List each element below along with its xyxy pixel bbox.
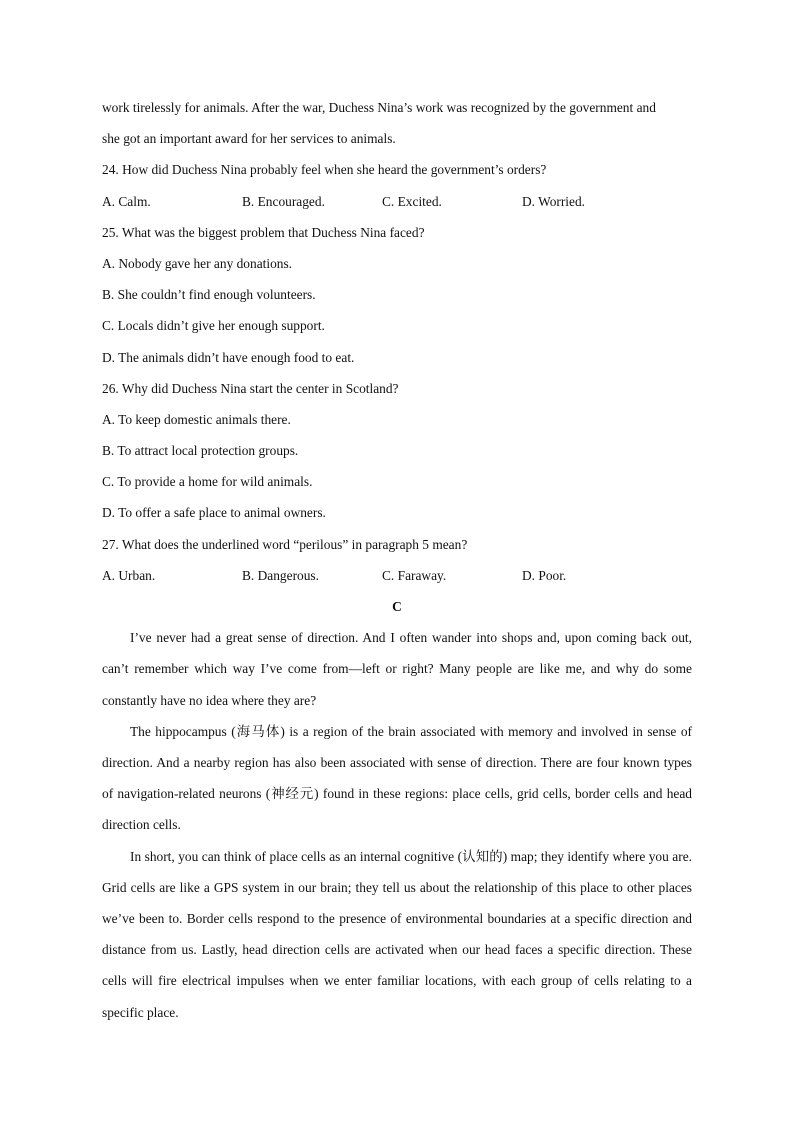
- question-27-option-c: C. Faraway.: [382, 567, 447, 583]
- question-24-option-b: B. Encouraged.: [242, 193, 325, 209]
- question-26-stem: 26. Why did Duchess Nina start the center in Scotland?: [102, 380, 399, 396]
- section-c-paragraph-1: I’ve never had a great sense of direction. And I often wander into shops and, upon coming back out, can’t remember which way I’ve come from—left or right? Many people are like me, and why do some constantly have no idea where they are?: [102, 630, 692, 708]
- question-25-option-d: D. The animals didn’t have enough food to eat.: [102, 349, 355, 365]
- question-24-option-a: A. Calm.: [102, 193, 151, 209]
- question-25-stem: 25. What was the biggest problem that Duchess Nina faced?: [102, 224, 425, 240]
- section-c-paragraph-2: The hippocampus (海马体) is a region of the brain associated with memory and involved in sense of direction. And a nearby region has also been associated with sense of direction. There are four known types of navigation-related neurons (神经元) found in these regions: place cells, grid cells, border cells and head direction cells.: [102, 723, 692, 833]
- section-c-heading: C: [392, 599, 402, 614]
- passage-b-ending-line-1: work tirelessly for animals. After the war, Duchess Nina’s work was recognized by the government and: [102, 100, 656, 115]
- passage-b-ending-line-2: she got an important award for her services to animals.: [102, 131, 396, 147]
- question-27-options: [102, 560, 692, 591]
- document-page: [102, 92, 692, 1028]
- question-25-option-a: A. Nobody gave her any donations.: [102, 255, 293, 271]
- question-26-option-a: A. To keep domestic animals there.: [102, 411, 291, 427]
- question-25-option-b: B. She couldn’t find enough volunteers.: [102, 287, 316, 303]
- question-27-stem: 27. What does the underlined word “perilous” in paragraph 5 mean?: [102, 536, 468, 552]
- question-27-option-b: B. Dangerous.: [242, 567, 319, 583]
- question-27-option-d: D. Poor.: [522, 567, 567, 583]
- question-27-option-a: A. Urban.: [102, 567, 156, 583]
- question-24-stem: 24. How did Duchess Nina probably feel when she heard the government’s orders?: [102, 162, 547, 178]
- section-c-paragraph-3: In short, you can think of place cells as an internal cognitive (认知的) map; they identify where you are. Grid cells are like a GPS system in our brain; they tell us about the relationship of this place to other places we’ve been to. Border cells respond to the presence of environmental boundaries at a specific direction and distance from us. Lastly, head direction cells are activated when our head faces a specific direction. These cells will fire electrical impulses when we enter familiar locations, with each group of cells relating to a specific place.: [102, 848, 692, 1020]
- question-24-option-d: D. Worried.: [522, 193, 586, 209]
- question-24-option-c: C. Excited.: [382, 193, 442, 209]
- question-26-option-c: C. To provide a home for wild animals.: [102, 474, 313, 490]
- question-26-option-d: D. To offer a safe place to animal owners.: [102, 505, 326, 521]
- question-24-options: [102, 186, 692, 217]
- question-25-option-c: C. Locals didn’t give her enough support.: [102, 318, 325, 334]
- question-26-option-b: B. To attract local protection groups.: [102, 443, 299, 459]
